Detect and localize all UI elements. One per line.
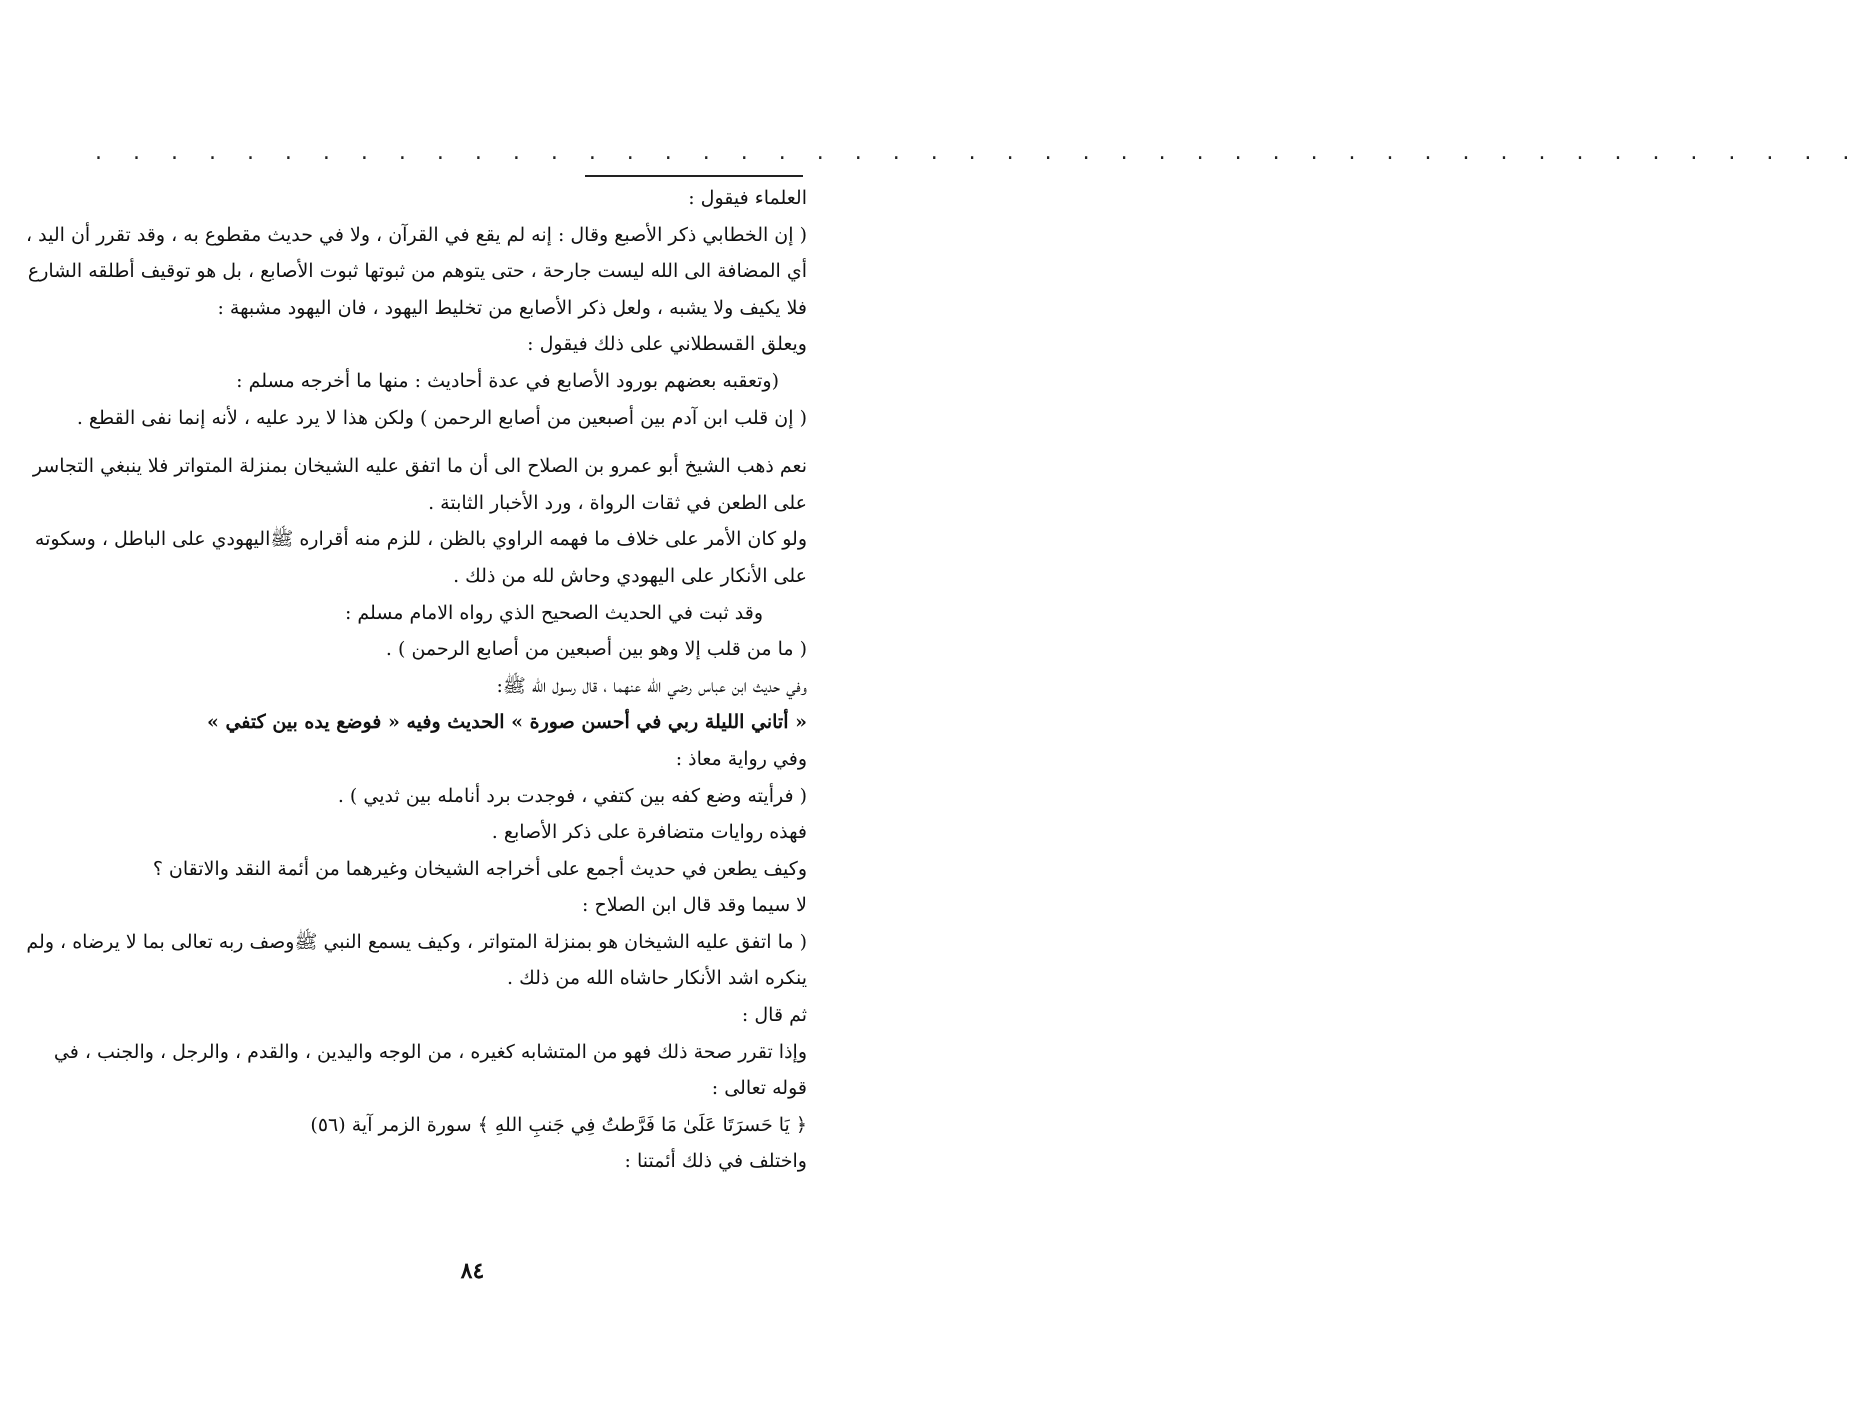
text-line: أي المضافة الى الله ليست جارحة ، حتى يتوهم من ثبوتها ثبوت الأصابع ، بل هو توقيف أطلقه الشارع xyxy=(27,260,807,283)
text-line: ينكره اشد الأنكار حاشاه الله من ذلك . xyxy=(507,967,807,990)
text-line: وإذا تقرر صحة ذلك فهو من المتشابه كغيره ، من الوجه واليدين ، والقدم ، والرجل ، والجنب ، في xyxy=(53,1040,807,1063)
text-line: ( فرأيته وضع كفه بين كتفي ، فوجدت برد أنامله بين ثديي ) . xyxy=(337,784,807,807)
text-line: ( إن قلب ابن آدم بين أصبعين من أصابع الرحمن ) ولكن هذا لا يرد عليه ، لأنه إنما نفى القطع . xyxy=(76,406,807,429)
text-line: قوله تعالى : xyxy=(711,1077,807,1100)
text-line: (وتعقبه بعضهم بورود الأصابع في عدة أحاديث : منها ما أخرجه مسلم : xyxy=(236,369,779,392)
text-line: فلا يكيف ولا يشبه ، ولعل ذكر الأصابع من تخليط اليهود ، فان اليهود مشبهة : xyxy=(217,296,807,319)
quran-verse: ﴿ يَا حَسرَتَا عَلَىٰ مَا فَرَّطتُ فِي جَنبِ اللهِ ﴾ سورة الزمر آية (٥٦) xyxy=(310,1113,807,1136)
text-line: ثم قال : xyxy=(741,1004,807,1027)
text-line: وفي حديث ابن عباس رضي الله عنهما ، قال رسول الله ﷺ: xyxy=(496,674,807,697)
text-line: على الطعن في ثقات الرواة ، ورد الأخبار الثابتة . xyxy=(428,491,807,514)
text-line: « أتاني الليلة ربي في أحسن صورة » الحديث وفيه « فوضع يده بين كتفي » xyxy=(206,711,807,734)
text-line: ( ما اتفق عليه الشيخان هو بمنزلة المتواتر ، وكيف يسمع النبي ﷺوصف ربه تعالى بما لا يرضاه ، ولم xyxy=(26,930,807,953)
page-number: ٨٤ xyxy=(460,1258,485,1284)
text-line: نعم ذهب الشيخ أبو عمرو بن الصلاح الى أن ما اتفق عليه الشيخان بمنزلة المتواتر فلا ينبغي التجاسر xyxy=(32,455,807,478)
dotted-separator: . . . . . . . . . . . . . . . . . . . . . . . . . . . . . . . . . . . . . . . . . . . . . . . xyxy=(95,140,1861,165)
text-line: واختلف في ذلك أئمتنا : xyxy=(624,1150,807,1173)
text-line: ( إن الخطابي ذكر الأصبع وقال : إنه لم يقع في القرآن ، ولا في حديث مقطوع به ، وقد تقرر أن اليد ، xyxy=(25,223,807,246)
text-line: ويعلق القسطلاني على ذلك فيقول : xyxy=(527,333,807,356)
text-line: العلماء فيقول : xyxy=(688,187,807,209)
text-line: لا سيما وقد قال ابن الصلاح : xyxy=(582,894,807,917)
text-line: وقد ثبت في الحديث الصحيح الذي رواه الامام مسلم : xyxy=(344,601,763,624)
text-line: فهذه روايات متضافرة على ذكر الأصابع . xyxy=(491,821,807,844)
text-line: ولو كان الأمر على خلاف ما فهمه الراوي بالظن ، للزم منه أقراره ﷺاليهودي على الباطل ، وسكوته xyxy=(34,528,807,551)
text-line: وكيف يطعن في حديث أجمع على أخراجه الشيخان وغيرهما من أئمة النقد والاتقان ؟ xyxy=(152,857,807,880)
body-text xyxy=(25,180,807,1180)
text-line: وفي رواية معاذ : xyxy=(675,747,807,770)
footnote-rule xyxy=(585,175,803,177)
text-line: على الأنكار على اليهودي وحاش لله من ذلك . xyxy=(453,564,807,587)
text-line: ( ما من قلب إلا وهو بين أصبعين من أصابع الرحمن ) . xyxy=(385,638,807,661)
